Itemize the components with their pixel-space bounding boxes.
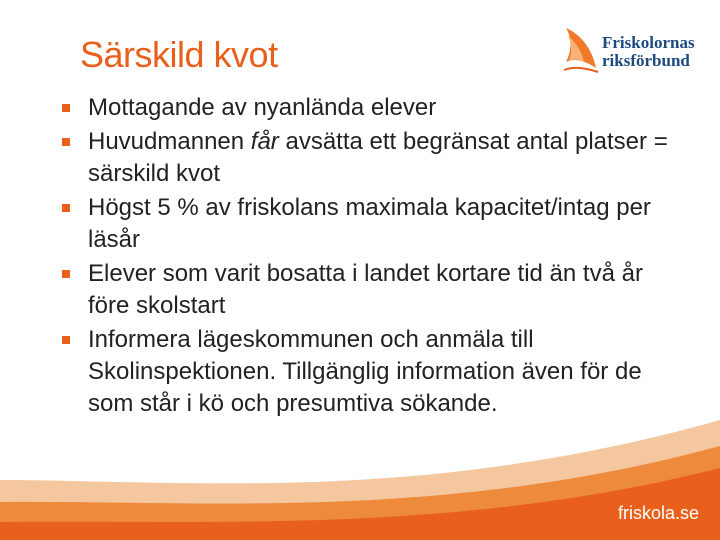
bullet-text: Informera lägeskommunen och anmäla till Skolinspektionen. Tillgänglig information även för de som står i kö och presumtiva sökande.	[88, 326, 642, 417]
bullet-item	[62, 126, 672, 190]
footer-swoosh	[0, 410, 720, 540]
bullet-text: Mottagande av nyanlända elever	[88, 94, 437, 121]
bullet-square-icon	[62, 138, 70, 146]
bullet-text-pre: Huvudmannen	[88, 128, 251, 155]
logo-line-1: Friskolornas	[602, 33, 695, 52]
logo	[562, 26, 702, 76]
bullet-item	[62, 324, 672, 420]
bullet-list	[62, 92, 672, 422]
logo-text	[602, 34, 695, 70]
bullet-square-icon	[62, 204, 70, 212]
bullet-text-italic: får	[250, 128, 279, 155]
bullet-square-icon	[62, 104, 70, 112]
footer-url: friskola.se	[618, 503, 700, 523]
sail-logo-icon	[562, 26, 602, 76]
slide-title: Särskild kvot	[80, 34, 278, 75]
bullet-square-icon	[62, 336, 70, 344]
bullet-text-post: avsätta ett begränsat antal platser = särskild kvot	[88, 128, 668, 187]
bullet-item	[62, 192, 672, 256]
bullet-item	[62, 92, 672, 124]
bullet-item	[62, 258, 672, 322]
logo-line-2: riksförbund	[602, 51, 690, 70]
bullet-text: Högst 5 % av friskolans maximala kapacitet/intag per läsår	[88, 194, 651, 253]
bullet-text: Elever som varit bosatta i landet kortare tid än två år före skolstart	[88, 260, 643, 319]
bullet-square-icon	[62, 270, 70, 278]
